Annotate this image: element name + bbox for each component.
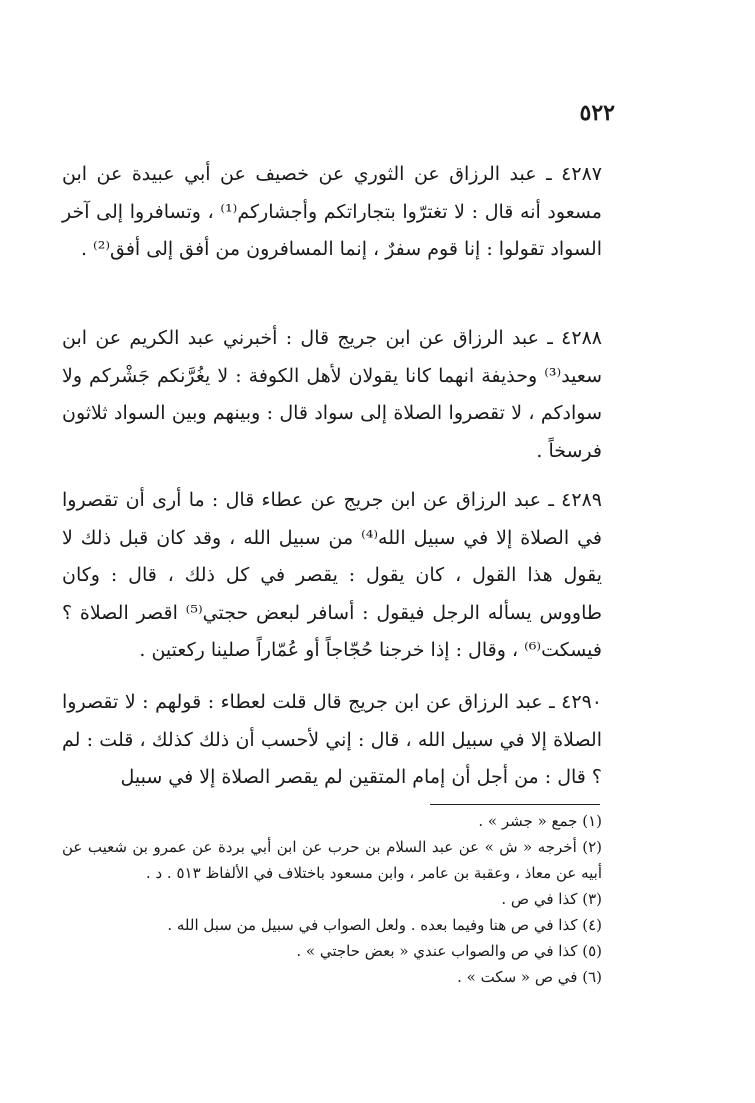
footnote-3: (٣) كذا في ص . [501,890,602,908]
hadith-4290: ٤٢٩٠ ـ عبد الرزاق عن ابن جريج قال قلت لعطاء : قولهم : لا تقصروا الصلاة إلا في سبيل الله ، قال : إني لأحسب أن ذلك كذلك ، قلت : لم ؟ قال : من أجل أن إمام المتقين لم يقصر الصلاة إلا في سبيل [62,691,602,788]
footnote-divider [430,804,600,805]
hadith-4289: ٤٢٨٩ ـ عبد الرزاق عن ابن جريج عن عطاء قال : ما أرى أن تقصروا في الصلاة إلا في سبيل الله⁽⁴⁾ من سبيل الله ، وقد كان قبل ذلك لا يقول هذا القول ، كان يقول : يقصر في كل ذلك ، قال : وكان طاووس يسأله الرجل فيقول : أسافر لبعض حجتي⁽⁵⁾ اقصر الصلاة ؟ فيسكت⁽⁶⁾ ، وقال : إذا خرجنا حُجّاجاً أو عُمّاراً صلينا ركعتين . [62,489,602,661]
page-number: ٥٢٢ [579,100,615,126]
hadith-4287: ٤٢٨٧ ـ عبد الرزاق عن الثوري عن خصيف عن أبي عبيدة عن ابن مسعود أنه قال : لا تغترّوا بتجاراتكم وأجشاركم⁽¹⁾ ، وتسافروا إلى آخر السواد تقولوا : إنا قوم سفرٌ ، إنما المسافرون من أفق إلى أفق⁽²⁾ . [62,163,602,260]
footnote-6: (٦) في ص « سكت » . [457,968,602,986]
footnote-2: (٢) أخرجه « ش » عن عبد السلام بن حرب عن ابن أبي بردة عن عمرو بن شعيب عن أبيه عن معاذ ، وعقبة بن عامر ، وابن مسعود باختلاف في الألفاظ ٥١٣ . د . [62,838,602,882]
footnote-1: (١) جمع « جشر » . [478,812,602,830]
footnote-4: (٤) كذا في ص هنا وفيما بعده . ولعل الصواب في سبيل من سبل الله . [167,916,602,934]
footnotes-list [62,808,602,990]
footnote-5: (٥) كذا في ص والصواب عندي « بعض حاجتي » . [296,942,602,960]
hadith-4288: ٤٢٨٨ ـ عبد الرزاق عن ابن جريج قال : أخبرني عبد الكريم عن ابن سعيد⁽³⁾ وحذيفة انهما كانا يقولان لأهل الكوفة : لا يغُرَّنكم جَشْركم ولا سوادكم ، لا تقصروا الصلاة إلى سواد قال : وبينهم وبين السواد ثلاثون فرسخاً . [62,327,602,462]
